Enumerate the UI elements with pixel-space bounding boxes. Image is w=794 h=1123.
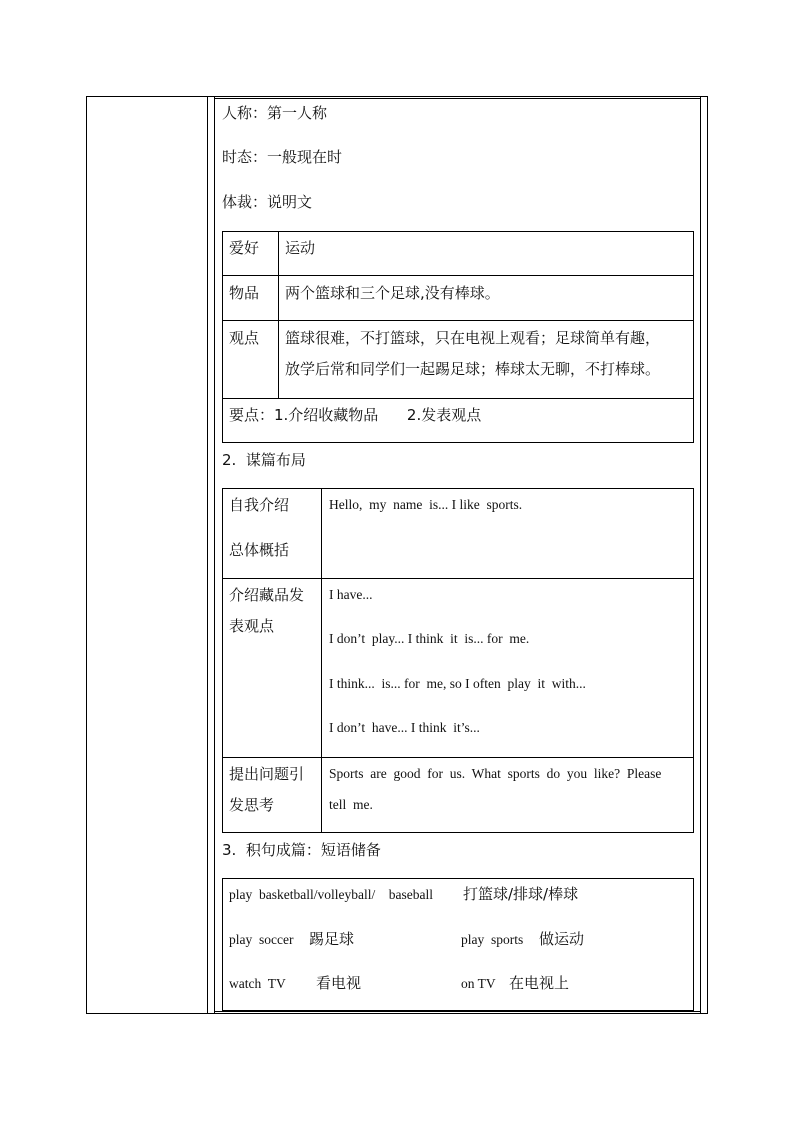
analysis-table-divider: [278, 231, 279, 398]
question-label-line1: 提出问题引: [229, 765, 305, 783]
opinion-label: 观点: [229, 329, 260, 347]
collection-text-3: I think... is... for me, so I often play it with...: [329, 676, 586, 691]
question-text-2: tell me.: [329, 797, 373, 812]
analysis-row-line: [222, 398, 694, 399]
collection-text-4: I don’t have... I think it’s...: [329, 720, 480, 735]
inner-border-bottom: [214, 1011, 701, 1012]
phrase-5-en: on TV: [461, 976, 496, 991]
phrase-3-zh: 做运动: [539, 930, 585, 948]
collection-text-1: I have...: [329, 587, 373, 602]
layout-row-line: [222, 757, 694, 758]
phrase-2-en: play soccer: [229, 932, 294, 947]
self-intro-label: 自我介绍: [229, 496, 290, 514]
inner-border-top: [214, 98, 701, 99]
phrase-4-zh: 看电视: [316, 974, 362, 992]
items-label: 物品: [229, 284, 260, 302]
layout-row-line: [222, 578, 694, 579]
items-content: 两个篮球和三个足球,没有棒球。: [285, 284, 500, 302]
phrase-2-zh: 踢足球: [309, 930, 355, 948]
inner-border-left: [214, 96, 215, 1014]
phrase-1-en: play basketball/volleyball/ baseball: [229, 887, 433, 902]
key-points: 要点：1.介绍收藏物品 2.发表观点: [229, 406, 482, 424]
hobby-label: 爱好: [229, 239, 260, 257]
question-label-line2: 发思考: [229, 796, 275, 814]
phrase-3-en: play sports: [461, 932, 524, 947]
analysis-row-line: [222, 320, 694, 321]
phrase-1-zh: 打篮球/排球/棒球: [463, 885, 579, 903]
self-intro-text: Hello, my name is... I like sports.: [329, 497, 523, 512]
person-line: 人称：第一人称: [222, 104, 328, 122]
section-3-title: 3. 积句成篇：短语储备: [222, 841, 381, 859]
section-2-title: 2. 谋篇布局: [222, 451, 306, 469]
collection-label-line2: 表观点: [229, 617, 275, 635]
phrase-5-zh: 在电视上: [509, 974, 570, 992]
layout-table-divider: [321, 488, 322, 833]
question-text-1: Sports are good for us. What sports do you like? Please: [329, 766, 662, 781]
inner-border-right: [700, 96, 701, 1014]
summary-label: 总体概括: [229, 541, 290, 559]
genre-line: 体裁：说明文: [222, 193, 313, 211]
collection-label-line1: 介绍藏品发: [229, 586, 305, 604]
opinion-content-line1: 篮球很难，不打篮球，只在电视上观看；足球简单有趣，: [285, 329, 661, 347]
opinion-content-line2: 放学后常和同学们一起踢足球；棒球太无聊，不打棒球。: [285, 360, 661, 378]
collection-text-2: I don’t play... I think it is... for me.: [329, 631, 530, 646]
analysis-row-line: [222, 275, 694, 276]
column-divider: [207, 96, 208, 1014]
phrase-4-en: watch TV: [229, 976, 286, 991]
tense-line: 时态：一般现在时: [222, 148, 343, 166]
hobby-content: 运动: [285, 239, 316, 257]
